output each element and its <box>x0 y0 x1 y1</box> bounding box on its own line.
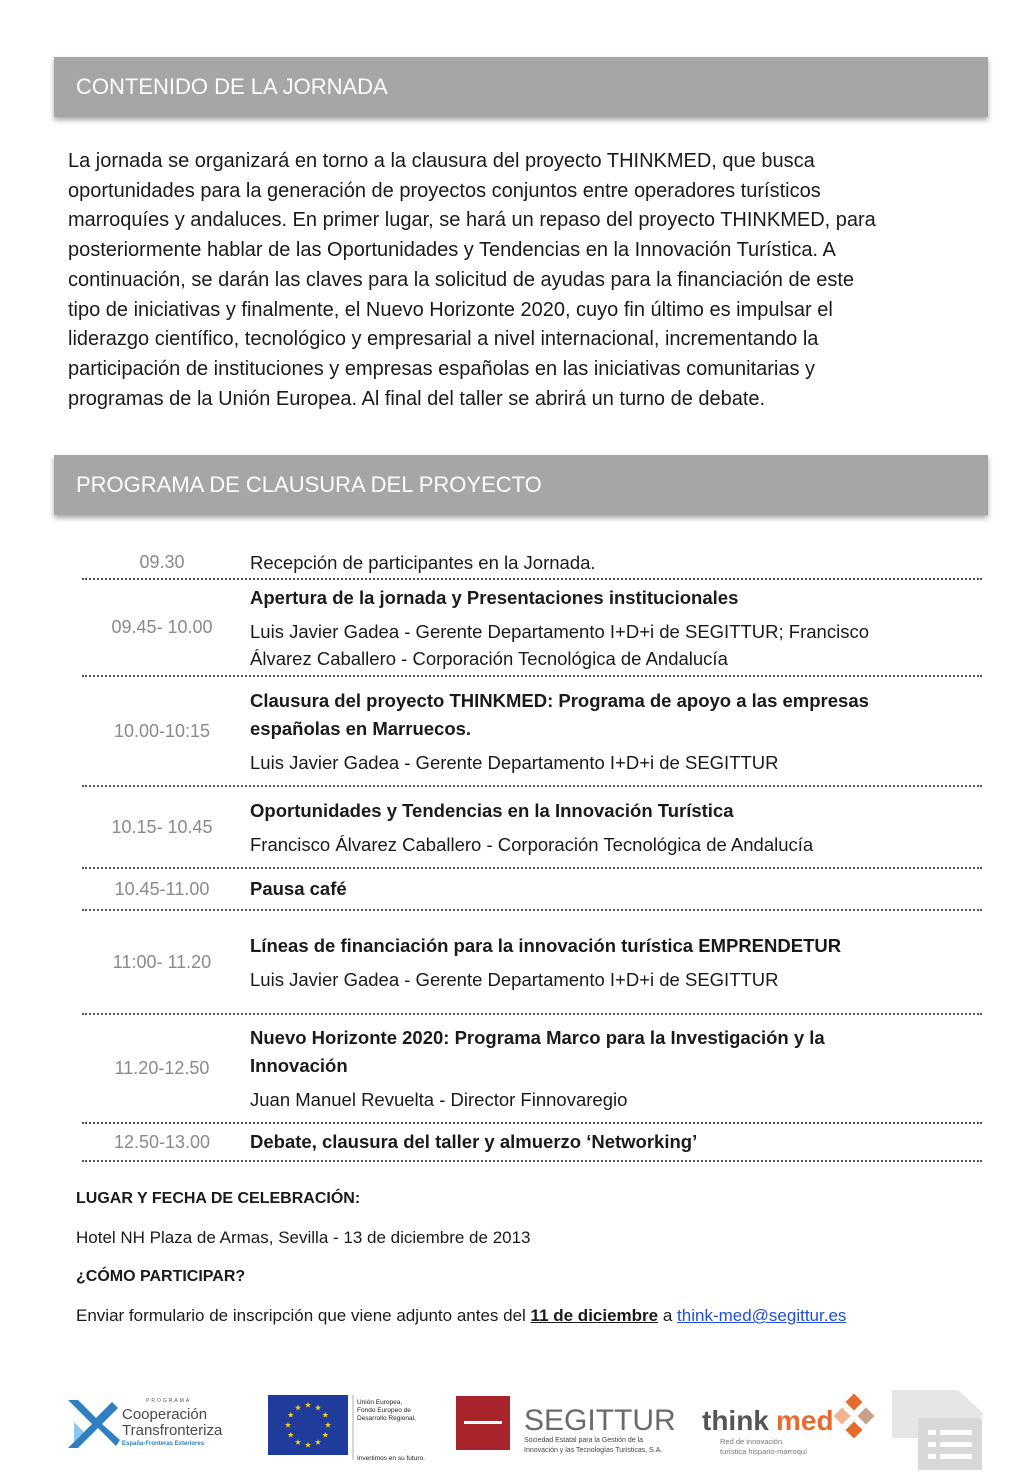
thinkmed-sub2: turística hispano-marroquí <box>720 1447 808 1456</box>
schedule-speaker <box>250 966 982 993</box>
thinkmed-name-part1: think <box>702 1405 769 1436</box>
schedule-speaker <box>250 749 982 776</box>
schedule-speaker <box>250 831 982 858</box>
schedule-row <box>82 1015 982 1124</box>
segittur-name: SEGITTUR <box>524 1404 676 1437</box>
title-line: Clausura del proyecto THINKMED: Programa de apoyo a las empresas <box>250 689 869 711</box>
cooperacion-emblem-icon <box>68 1400 120 1448</box>
document-page-icon <box>888 1384 988 1474</box>
how-label: ¿CÓMO PARTICIPAR? <box>76 1268 246 1285</box>
intro-line: La jornada se organizará en torno a la clausura del proyecto THINKMED, que busca <box>68 150 815 172</box>
eu-line2: Fondo Europeo de <box>357 1407 411 1414</box>
schedule-content <box>242 677 982 785</box>
schedule-row <box>82 869 982 911</box>
schedule-content <box>242 547 982 578</box>
segittur-sub1: Sociedad Estatal para la Gestión de la <box>524 1437 644 1444</box>
title-line: Nuevo Horizonte 2020: Programa Marco para la Investigación y la <box>250 1027 825 1048</box>
schedule-title: Apertura de la jornada y Presentaciones institucionales <box>250 586 739 608</box>
schedule-row <box>82 787 982 869</box>
schedule-title: Oportunidades y Tendencias en la Innovación Turística <box>250 799 734 821</box>
schedule-row <box>82 547 982 580</box>
schedule-time: 09.45- 10.00 <box>111 617 213 637</box>
schedule-title: Líneas de financiación para la innovación turística EMPRENDETUR <box>250 934 842 956</box>
thinkmed-name-part2: med <box>776 1405 834 1436</box>
coop-line2: Transfronteriza <box>122 1422 223 1439</box>
eu-feder-logo <box>265 1390 440 1465</box>
speaker-line: Juan Manuel Revuelta - Director Finnovaregio <box>250 1089 628 1110</box>
segittur-logo <box>456 1390 696 1465</box>
intro-line: tipo de iniciativas y finalmente, el Nuevo Horizonte 2020, cuyo fin último es impulsar el <box>68 298 833 321</box>
schedule-speaker <box>250 1086 982 1113</box>
coop-line3: España-Fronteras Exteriores <box>122 1441 205 1447</box>
intro-line: posteriormente hablar de las Oportunidades y Tendencias en la Innovación Turística. A <box>68 239 836 262</box>
schedule-title: Pausa café <box>250 878 347 899</box>
schedule-time: 09.30 <box>139 552 185 572</box>
deadline: 11 de diciembre <box>530 1306 659 1325</box>
title-line: Innovación <box>250 1055 348 1076</box>
schedule-time: 11.20-12.50 <box>114 1058 210 1078</box>
schedule-speaker <box>250 618 982 672</box>
intro-line: liderazgo científico, tecnológico y empresarial a nivel internacional, incrementando la <box>68 328 819 351</box>
place-label: LUGAR Y FECHA DE CELEBRACIÓN: <box>76 1190 361 1207</box>
schedule-content <box>242 1015 982 1122</box>
schedule-row <box>82 580 982 677</box>
schedule-content <box>242 580 982 675</box>
section-header-content <box>54 57 988 117</box>
speaker-line: Luis Javier Gadea - Gerente Departamento I+D+i de SEGITTUR <box>250 751 779 773</box>
intro-line: programas de la Unión Europea. Al final del taller se abrirá un turno de debate. <box>68 387 766 410</box>
thinkmed-emblem-icon <box>834 1394 875 1439</box>
section-title: CONTENIDO DE LA JORNADA <box>76 74 388 99</box>
coop-small-text: PROGRAMA <box>146 1398 192 1404</box>
section-header-program <box>54 455 988 515</box>
segittur-sub2: Innovación y las Tecnologías Turísticas, S.A. <box>524 1447 663 1454</box>
place-value: Hotel NH Plaza de Armas, Sevilla - 13 de diciembre de 2013 <box>76 1228 531 1247</box>
email-link[interactable]: think-med@segittur.es <box>677 1306 847 1325</box>
schedule-content <box>242 869 982 909</box>
speaker-line: Álvarez Caballero - Corporación Tecnológica de Andalucía <box>250 647 728 669</box>
how-text <box>76 1306 846 1326</box>
schedule-row <box>82 1124 982 1162</box>
speaker-line: Luis Javier Gadea - Gerente Departamento I+D+i de SEGITTUR <box>250 968 779 990</box>
intro-line: oportunidades para la generación de proyectos conjuntos entre operadores turísticos <box>68 179 821 202</box>
schedule-row <box>82 911 982 1015</box>
intro-line: participación de instituciones y empresas españolas en las iniciativas comunitarias y <box>68 357 816 380</box>
schedule-description: Recepción de participantes en la Jornada. <box>250 551 596 573</box>
eu-line3: Desarrollo Regional, <box>357 1415 416 1422</box>
schedule-title: Debate, clausura del taller y almuerzo ‘Networking’ <box>250 1131 698 1152</box>
speaker-line: Francisco Álvarez Caballero - Corporación Tecnológica de Andalucía <box>250 833 814 855</box>
schedule-time: 11:00- 11.20 <box>112 951 212 972</box>
intro-paragraph <box>68 147 973 414</box>
program-schedule <box>82 547 982 1162</box>
eu-line1: Unión Europea, <box>357 1399 403 1406</box>
schedule-content <box>242 1124 982 1160</box>
intro-line: continuación, se darán las claves para la solicitud de ayudas para la financiación de este <box>68 268 855 291</box>
section-title: PROGRAMA DE CLAUSURA DEL PROYECTO <box>76 472 542 497</box>
intro-line: marroquíes y andaluces. En primer lugar, se hará un repaso del proyecto THINKMED, para <box>68 209 876 232</box>
how-text-before: Enviar formulario de inscripción que viene adjunto antes del <box>76 1306 531 1325</box>
title-line: españolas en Marruecos. <box>250 717 472 739</box>
schedule-time: 12.50-13.00 <box>113 1131 211 1152</box>
schedule-title <box>250 687 982 743</box>
eu-tagline: Invertimos en su futuro. <box>357 1455 425 1462</box>
schedule-row <box>82 677 982 787</box>
schedule-content <box>242 911 982 1013</box>
schedule-content <box>242 787 982 867</box>
schedule-time: 10.45-11.00 <box>114 878 210 899</box>
how-text-mid: a <box>658 1306 678 1325</box>
speaker-line: Luis Javier Gadea - Gerente Departamento I+D+i de SEGITTUR; Francisco <box>250 620 869 642</box>
schedule-time: 10.15- 10.45 <box>111 816 213 837</box>
coop-line1: Cooperación <box>122 1406 208 1423</box>
thinkmed-logo <box>700 1386 890 1466</box>
schedule-time: 10.00-10:15 <box>113 720 211 741</box>
cooperacion-transfronteriza-logo <box>62 1388 237 1458</box>
schedule-title <box>250 1024 982 1080</box>
sponsor-logos <box>0 1380 1024 1479</box>
thinkmed-sub1: Red de innovación <box>720 1437 783 1446</box>
